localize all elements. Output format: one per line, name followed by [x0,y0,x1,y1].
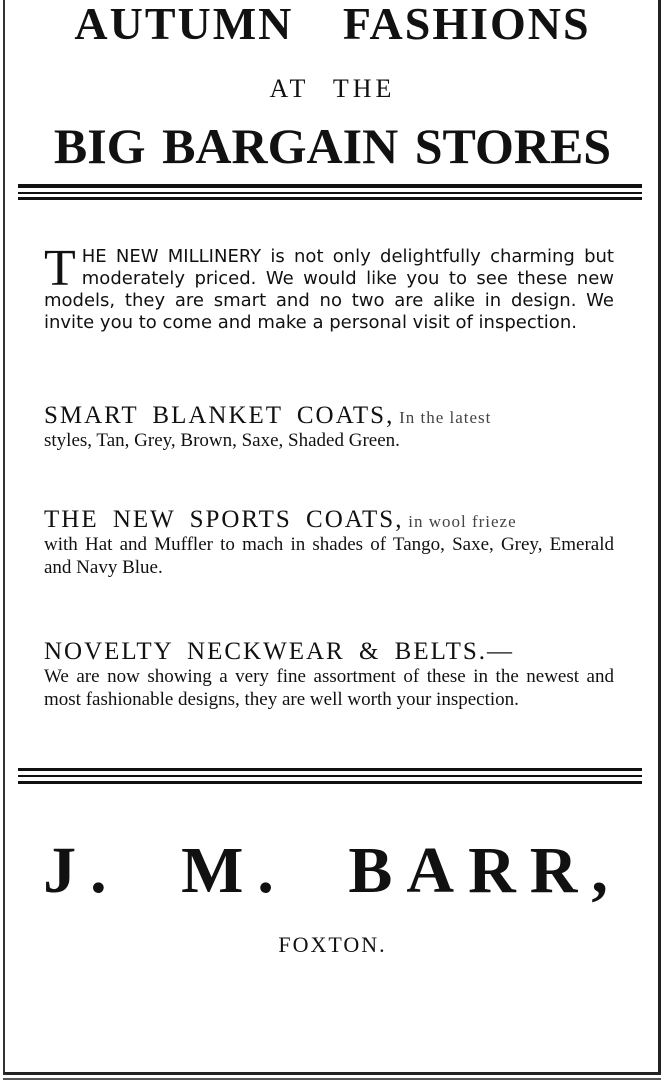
drop-cap: T [44,240,76,297]
neckwear-heading: NOVELTY NECKWEAR & BELTS.— [44,638,514,665]
border-bottom-inner [3,1078,661,1080]
border-bottom [3,1072,661,1075]
neckwear-paragraph [44,640,614,711]
divider-rule-bottom-3 [18,781,642,784]
headline-at-the: AT THE [269,74,396,103]
merchant-town: FOXTON. [278,932,387,957]
millinery-text: HE NEW MILLINERY is not only delightfully charming but moderately priced. We would like you to see these new models, they are smart and no two are alike in design. We invite you to come and make a personal visit of inspection. [44,246,614,333]
millinery-paragraph [44,240,614,334]
divider-rule-top-2 [18,192,642,194]
sports-coats-lead: in wool frieze [408,512,517,531]
section-sports-coats [44,508,614,579]
blanket-coats-heading: SMART BLANKET COATS, [44,402,395,429]
neckwear-text: We are now showing a very fine assortment of these in the newest and most fashionable designs, they are well worth your inspection. [44,666,614,710]
blanket-coats-paragraph [44,404,614,452]
merchant-name: J. M. BARR, [43,834,622,907]
sports-coats-paragraph [44,508,614,579]
divider-rule-top-1 [18,184,642,188]
blanket-coats-text: styles, Tan, Grey, Brown, Saxe, Shaded Green. [44,430,400,451]
divider-rule-bottom-1 [18,768,642,771]
section-neckwear [44,640,614,711]
section-blanket-coats [44,404,614,452]
headline-autumn-fashions: AUTUMN FASHIONS [74,0,591,49]
blanket-coats-lead: In the latest [399,408,492,427]
sports-coats-heading: THE NEW SPORTS COATS, [44,506,404,533]
headline-big-bargain-stores: BIG BARGAIN STORES [53,118,612,174]
divider-rule-top-3 [18,197,642,200]
divider-rule-bottom-2 [18,775,642,777]
sports-coats-text: with Hat and Muffler to mach in shades of Tango, Saxe, Grey, Emerald and Navy Blue. [44,534,614,578]
section-millinery [44,240,614,334]
